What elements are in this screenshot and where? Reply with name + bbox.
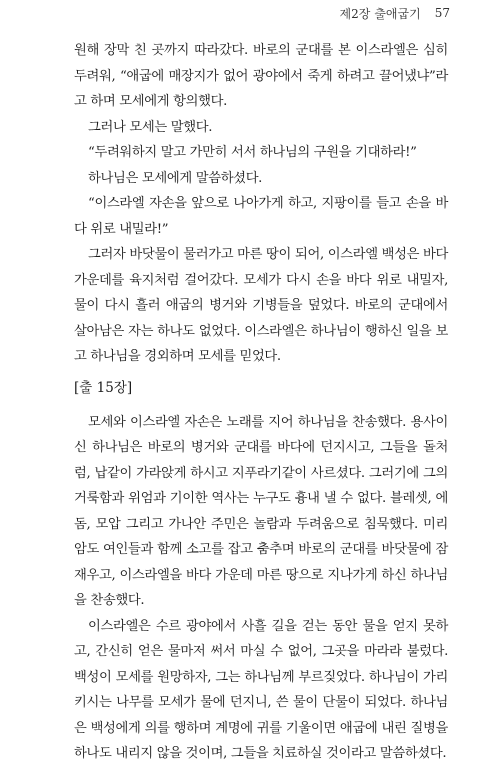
paragraph-narration: 모세와 이스라엘 자손은 노래를 지어 하나님을 찬송했다. 용사이신 하나님은 바로의 병거와 군대를 바다에 던지시고, 그들을 돌처럼, 납같이 가라앉게 하시고 지푸라기같이 사르셨다. 그러기에 그의 거룩함과 위엄과 기이한 역사는 누구도 흉내 낼 수 없다. 블레셋, 에돔, 모압 그리고 가나안 주민은 놀람과 두려움으로 침묵했다. 미리암도 여인들과 함께 소고를 잡고 춤추며 바로의 군대를 바닷물에 잠재우고, 이스라엘을 바다 가운데 마른 땅으로 지나가게 하신 하나님을 찬송했다. xyxy=(74,414,448,608)
paragraph-continuation: 원해 장막 친 곳까지 따라갔다. 바로의 군대를 본 이스라엘은 심히 두려워, “애굽에 매장지가 없어 광야에서 죽게 하려고 끌어냈냐”라고 하며 모세에게 항의했다. xyxy=(74,43,448,109)
body-text-section-a xyxy=(74,38,448,370)
paragraph-quote: “이스라엘 자손을 앞으로 나아가게 하고, 지팡이를 들고 손을 바다 위로 내밀라!” xyxy=(74,196,448,237)
paragraph-narration: 그러나 모세는 말했다. xyxy=(88,119,213,135)
section-heading: [출 15장] xyxy=(74,380,133,396)
body-text-section-b xyxy=(74,376,448,767)
paragraph-narration: 하나님은 모세에게 말씀하셨다. xyxy=(88,170,263,186)
paragraph-narration: 이스라엘은 수르 광야에서 사흘 길을 걷는 동안 물을 얻지 못하고, 간신히 얻은 물마저 써서 마실 수 없어, 그곳을 마라라 불렀다. 백성이 모세를 원망하자, 그는 하나님께 부르짖었다. 하나님이 가리키시는 나무를 모세가 물에 던지니, 쓴 물이 단물이 되었다. 하나님은 백성에게 의를 행하며 계명에 귀를 기울이면 애굽에 내린 질병을 하나도 내리지 않을 것이며, 그들을 치료하실 것이라고 말씀하셨다. xyxy=(74,618,448,761)
book-title: 출애굽기 xyxy=(374,6,421,21)
chapter-label: 제2장 xyxy=(339,6,371,21)
paragraph-quote: “두려워하지 말고 가만히 서서 하나님의 구원을 기대하라!” xyxy=(88,145,417,160)
running-header xyxy=(340,0,450,26)
paragraph-narration: 그러자 바닷물이 물러가고 마른 땅이 되어, 이스라엘 백성은 바다 가운데를 육지처럼 걸어갔다. 모세가 다시 손을 바다 위로 내밀자, 물이 다시 흘러 애굽의 병거와 기병들을 덮었다. 바로의 군대에서 살아남은 자는 하나도 없었다. 이스라엘은 하나님이 행하신 일을 보고 하나님을 경외하며 모세를 믿었다. xyxy=(74,247,448,364)
page-number: 57 xyxy=(434,6,450,20)
